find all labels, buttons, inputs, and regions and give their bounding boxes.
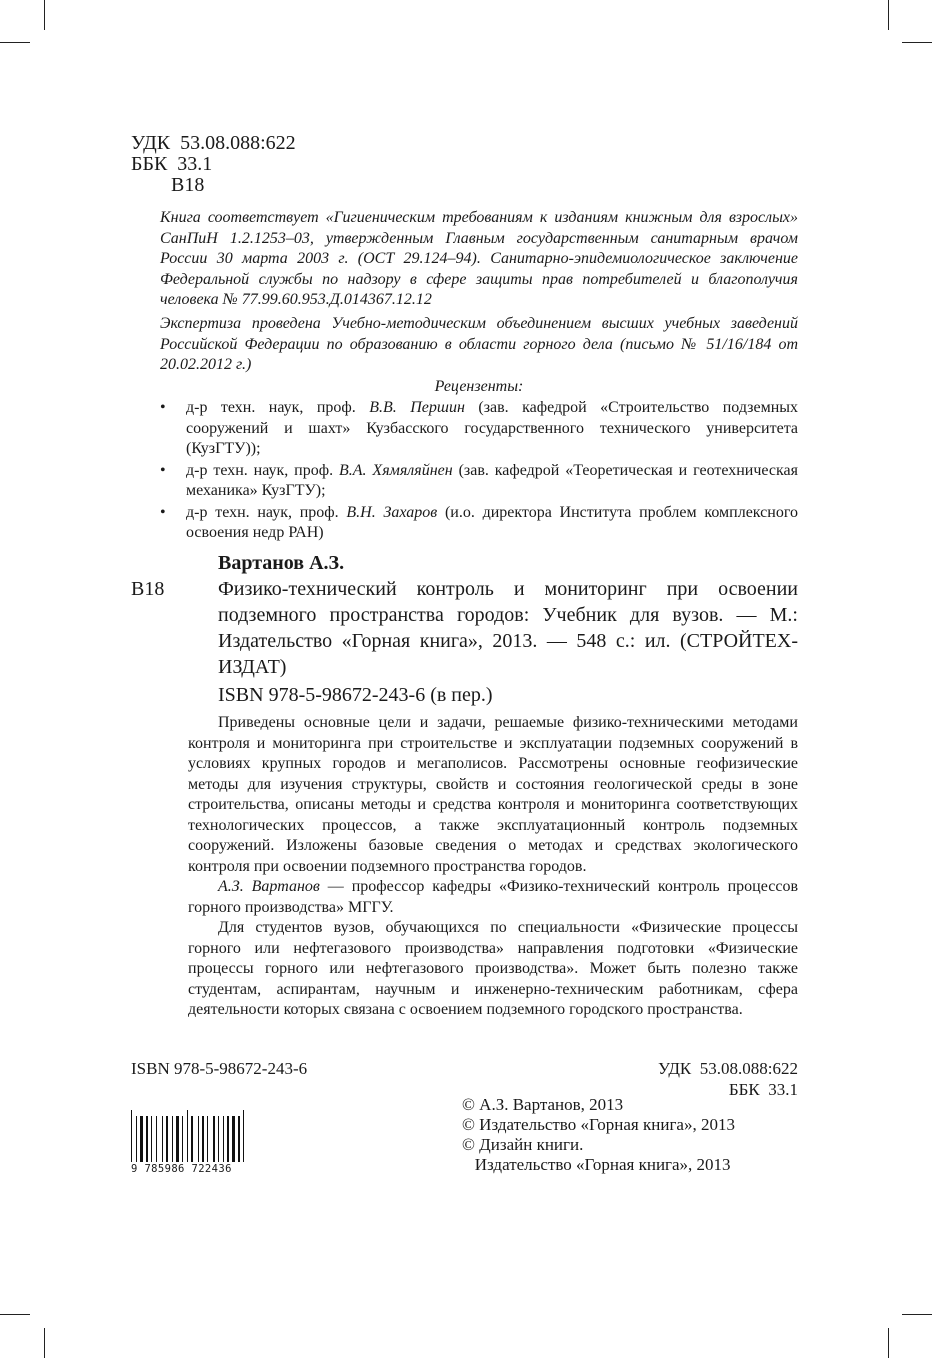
crop-mark — [0, 42, 30, 43]
barcode-bar — [169, 1116, 171, 1162]
reviewers-title: Рецензенты: — [434, 378, 524, 395]
barcode-bar — [156, 1116, 157, 1162]
barcode-bar — [151, 1116, 152, 1162]
barcode-bar — [238, 1116, 240, 1162]
bullet: • — [160, 461, 166, 479]
copyright-line: © А.З. Вартанов, 2013 — [462, 1095, 624, 1114]
copyright-block — [462, 1095, 735, 1175]
list-item: • д-р техн. наук, проф. В.А. Хямяляйнен (зав. кафедрой «Теоретическая и геотехническая механика» КузГТУ); — [160, 461, 799, 499]
barcode-bar — [180, 1116, 181, 1162]
reviewer-name: В.Н. Захаров — [346, 503, 438, 521]
barcode-bar — [162, 1116, 163, 1162]
bullet: • — [160, 503, 166, 521]
author-mark: В18 — [131, 174, 205, 196]
crop-mark — [888, 1328, 889, 1358]
barcode-bar — [146, 1116, 148, 1162]
barcode-bar — [176, 1116, 179, 1162]
barcode-digits: 9 785986 722436 — [131, 1163, 232, 1175]
barcode-bar — [220, 1116, 222, 1162]
udk-code: УДК 53.08.088:622 — [131, 132, 296, 154]
barcode-bar — [140, 1116, 143, 1162]
crop-mark — [0, 1314, 30, 1315]
barcode-bar — [189, 1110, 190, 1162]
reviewer-name: В.А. Хямяляйнен — [339, 461, 453, 479]
crop-mark — [44, 1328, 45, 1358]
isbn-barcode — [131, 1110, 271, 1175]
list-item: • д-р техн. наук, проф. В.В. Першин (зав. кафедрой «Строительство подземных сооружений и шахт» Кузбасского государственного технического университета (КузГТУ)); — [160, 399, 799, 457]
bbk-code: ББК 33.1 — [131, 153, 213, 175]
barcode-bar — [230, 1116, 231, 1162]
classification-right — [658, 1058, 798, 1100]
abstract-paragraph: Для студентов вузов, обучающихся по специальности «Физические процессы горного или нефтегазового производства» направления подготовки «Физические процессы горного или нефтегазового производства». Может быть полезно также студентам, аспирантам, научным и инженерно-техническим работникам, сфера деятельности которых связана с освоением подземного городского пространства. — [188, 919, 798, 1018]
author-ref: А.З. Вартанов — [218, 878, 320, 895]
barcode-bar — [184, 1116, 186, 1162]
bibliographic-description: Физико-технический контроль и мониторинг при освоении подземного пространства городов: Учебник для вузов. — М.: Издательство «Горная книга», 2013. — 548 с.: ил. (СТРОЙТЕХ-ИЗДАТ) — [218, 578, 798, 678]
copyright-line: © Издательство «Горная книга», 2013 — [462, 1115, 735, 1134]
list-item: • д-р техн. наук, проф. В.Н. Захаров (и.о. директора Института проблем комплексного освоения недр РАН) — [160, 503, 799, 541]
record-code: В18 — [131, 578, 165, 600]
sanitary-notice: Книга соответствует «Гигиеническим требованиям к изданиям книжным для взрослых» СанПиН 1.2.1253–03, утвержденным Главным государственным санитарным врачом России 30 марта 2003 г. (ОСТ 29.124–94). Санитарно-эпидемиологическое заключение Федеральной службы по надзору в сфере защиты прав потребителей и благополучия человека № 77.99.60.953.Д.014367.12.12 — [160, 209, 798, 308]
author-name: Вартанов А.З. — [218, 552, 345, 574]
barcode-bar — [182, 1116, 183, 1162]
barcode-bar — [158, 1116, 161, 1162]
barcode-bar — [166, 1116, 168, 1162]
barcode-bar — [213, 1116, 215, 1162]
barcode-bar — [218, 1116, 219, 1162]
expertise-notice: Экспертиза проведена Учебно-методическим объединением высших учебных заведений Российской Федерации по образованию в области горного дела (письмо № 51/16/184 от 20.02.2012 г.) — [160, 315, 798, 373]
bullet: • — [160, 399, 166, 416]
crop-mark — [888, 0, 889, 30]
isbn-main: ISBN 978-5-98672-243-6 (в пер.) — [218, 684, 493, 706]
barcode-bar — [232, 1116, 235, 1162]
barcode-bars — [131, 1110, 271, 1162]
copyright-line: Издательство «Горная книга», 2013 — [462, 1155, 731, 1174]
udk-code: УДК 53.08.088:622 — [658, 1059, 798, 1078]
barcode-bar — [241, 1110, 242, 1162]
barcode-bar — [205, 1116, 206, 1162]
abstract-paragraph: А.З. Вартанов — профессор кафедры «Физико-технический контроль процессов горного производства» МГГУ. — [188, 878, 799, 916]
barcode-bar — [172, 1116, 173, 1162]
barcode-bar — [209, 1116, 212, 1162]
barcode-bar — [153, 1116, 155, 1162]
barcode-bar — [207, 1116, 208, 1162]
isbn-bottom: ISBN 978-5-98672-243-6 — [131, 1059, 308, 1078]
barcode-bar — [174, 1116, 175, 1162]
barcode-bar — [131, 1110, 132, 1162]
abstract — [188, 713, 798, 1021]
copyright-line: © Дизайн книги. — [462, 1135, 584, 1154]
barcode-bar — [194, 1116, 197, 1162]
barcode-bar — [138, 1116, 139, 1162]
barcode-bar — [236, 1116, 237, 1162]
barcode-bar — [144, 1116, 145, 1162]
reviewer-name: В.В. Першин — [369, 399, 465, 416]
barcode-bar — [187, 1110, 188, 1162]
barcode-bar — [243, 1110, 244, 1162]
barcode-bar — [200, 1116, 201, 1162]
barcode-bar — [149, 1116, 150, 1162]
barcode-bar — [191, 1116, 193, 1162]
barcode-bar — [136, 1116, 137, 1162]
abstract-paragraph: Приведены основные цели и задачи, решаемые физико-техническими методами контроля и мониторинга при строительстве и эксплуатации подземных сооружений в условиях крупных городов и мегаполисов. Рассмотрены основные геофизические методы для изучения структуры, свойств и состояния геологической среды в зоне строительства, описаны методы и средства контроля и мониторинга соответствующих технологических процессов, а также эксплуатационный контроль подземных сооружений. Изложены базовые сведения о методах и средствах экологического контроля при освоении подземного пространства городов. — [188, 714, 798, 875]
barcode-bar — [198, 1116, 199, 1162]
reviewers-list — [160, 398, 798, 545]
barcode-bar — [164, 1116, 165, 1162]
barcode-bar — [223, 1116, 224, 1162]
barcode-bar — [227, 1116, 229, 1162]
barcode-bar — [133, 1110, 135, 1162]
crop-mark — [44, 0, 45, 30]
barcode-bar — [202, 1116, 204, 1162]
crop-mark — [902, 42, 932, 43]
classification-block — [131, 133, 296, 196]
crop-mark — [902, 1314, 932, 1315]
barcode-bar — [225, 1116, 226, 1162]
barcode-bar — [216, 1116, 217, 1162]
bbk-code: ББК 33.1 — [728, 1080, 798, 1099]
